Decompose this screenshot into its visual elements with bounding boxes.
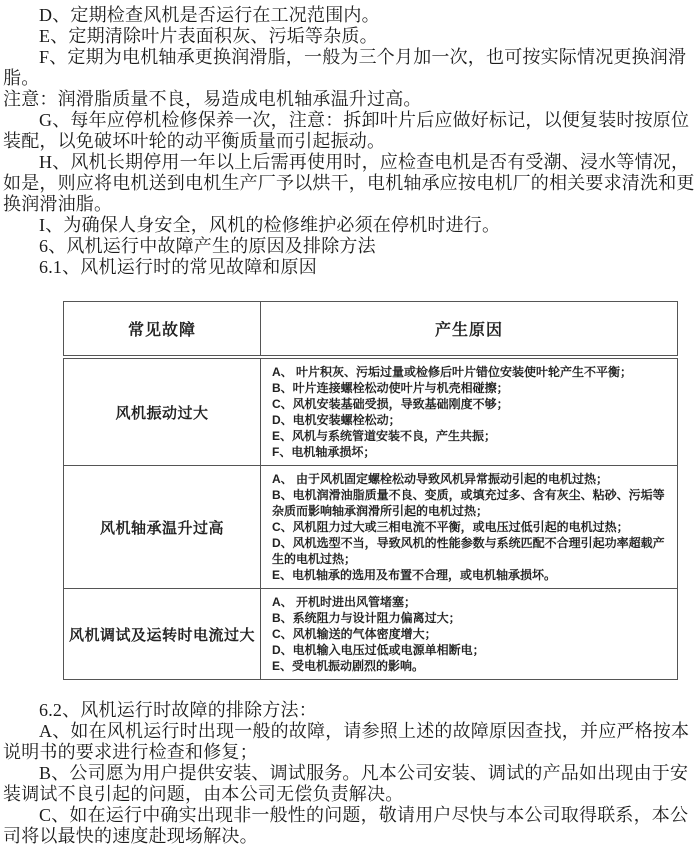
- cause-line: B、系统阻力与设计阻力偏离过大；: [272, 611, 461, 625]
- cause-line: D、电机安装螺栓松动；: [272, 413, 401, 427]
- paragraph-item-e: E、定期清除叶片表面积灰、污垢等杂质。: [39, 26, 378, 46]
- cause-line: C、风机输送的气体密度增大；: [272, 627, 437, 641]
- paragraph-item-f: F、定期为电机轴承更换润滑脂，一般为三个月加一次，也可按实际情况更换润滑脂。: [3, 47, 687, 88]
- paragraph-remedy-b: B、公司愿为用户提供安装、调试服务。凡本公司安装、调试的产品如出现由于安装调试不良引起的问题，由本公司无偿负责解决。: [3, 763, 689, 804]
- table-row-bearing-temp: [64, 466, 678, 589]
- table-header-row: [64, 302, 678, 358]
- table-header-fault: 常见故障: [64, 302, 261, 358]
- paragraph-note: 注意：润滑脂质量不良，易造成电机轴承温升过高。: [3, 89, 422, 109]
- causes-cell: [261, 466, 678, 589]
- cause-line: D、电机输入电压过低或电源单相断电；: [272, 643, 485, 657]
- fault-name-cell: 风机轴承温升过高: [64, 466, 261, 589]
- paragraph-remedy-c: C、如在运行中确实出现非一般性的问题，敬请用户尽快与本公司取得联系，本公司将以最快的速度赴现场解决。: [3, 805, 689, 846]
- troubleshooting-text-block: [3, 700, 698, 847]
- cause-line: E、受电机振动剧烈的影响。: [272, 659, 425, 673]
- table-row-vibration: [64, 357, 678, 466]
- fault-cause-table: [63, 301, 678, 680]
- paragraph-item-i: I、为确保人身安全，风机的检修维护必须在停机时进行。: [39, 215, 501, 235]
- cause-line: D、风机选型不当，导致风机的性能参数与系统匹配不合理引起功率超载产生的电机过热；: [272, 536, 665, 566]
- section-heading-6-2: 6.2、风机运行时故障的排除方法：: [39, 700, 317, 720]
- table-header-cause: 产生原因: [261, 302, 678, 358]
- cause-line: B、叶片连接螺栓松动使叶片与机壳相碰擦；: [272, 381, 509, 395]
- table-row-overcurrent: [64, 589, 678, 680]
- cause-line: B、电机润滑油脂质量不良、变质，或填充过多、含有灰尘、粘砂、污垢等杂质而影响轴承润滑所引起的电机过热；: [272, 488, 665, 518]
- section-heading-6: 6、风机运行中故障产生的原因及排除方法: [39, 236, 376, 256]
- fault-name-cell: 风机调试及运转时电流过大: [64, 589, 261, 680]
- cause-line: E、风机与系统管道安装不良，产生共振；: [272, 429, 497, 443]
- paragraph-item-g: G、每年应停机检修保养一次，注意：拆卸叶片后应做好标记，以便复装时按原位装配，以免破坏叶轮的动平衡质量而引起振动。: [3, 110, 690, 151]
- paragraph-item-h: H、风机长期停用一年以上后需再使用时，应检查电机是否有受潮、浸水等情况，如是，则应将电机送到电机生产厂予以烘干，电机轴承应按电机厂的相关要求清洗和更换润滑油脂。: [3, 152, 695, 214]
- paragraph-remedy-a: A、如在风机运行时出现一般的故障，请参照上述的故障原因查找，并应严格按本说明书的要求进行检查和修复；: [3, 721, 690, 762]
- maintenance-text-block: [3, 5, 698, 278]
- cause-line: A、 叶片积灰、污垢过量或检修后叶片错位安装使叶轮产生不平衡；: [272, 365, 633, 379]
- paragraph-item-d: D、定期检查风机是否运行在工况范围内。: [39, 5, 380, 25]
- cause-line: C、风机安装基础受损，导致基础刚度不够；: [272, 397, 509, 411]
- cause-line: A、 由于风机固定螺栓松动导致风机异常振动引起的电机过热；: [272, 472, 609, 486]
- cause-line: A、 开机时进出风管堵塞；: [272, 595, 417, 609]
- cause-line: F、电机轴承损坏；: [272, 445, 376, 459]
- cause-line: E、电机轴承的选用及布置不合理，或电机轴承损坏。: [272, 568, 557, 582]
- cause-line: C、风机阻力过大或三相电流不平衡，或电压过低引起的电机过热；: [272, 520, 629, 534]
- section-heading-6-1: 6.1、风机运行时的常见故障和原因: [39, 257, 317, 277]
- causes-cell: [261, 589, 678, 680]
- causes-cell: [261, 357, 678, 466]
- fault-name-cell: 风机振动过大: [64, 357, 261, 466]
